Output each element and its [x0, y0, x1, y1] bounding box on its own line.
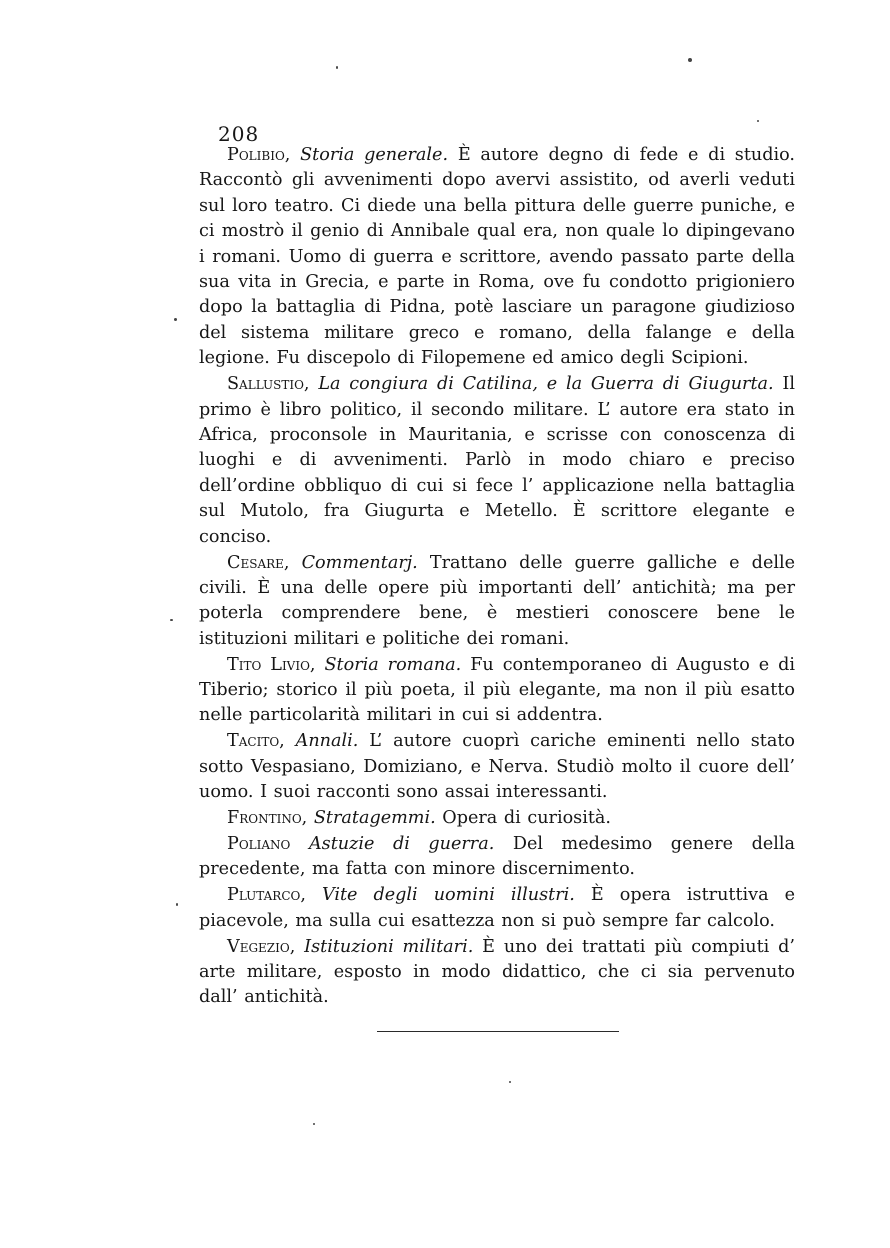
entry-description: Del medesimo genere della precedente, ma fatta con minore discernimento.: [199, 833, 796, 880]
paper-speck: [336, 66, 338, 69]
entry-vegezio: [199, 935, 795, 1011]
entry-polibio: [199, 143, 795, 372]
entry-work: Storia romana.: [324, 654, 462, 675]
entry-author: Frontino,: [227, 808, 308, 829]
entry-description: Il primo è libro politico, il secondo militare. L’ autore era stato in Africa, proconsole in Mauritania, e scrisse con conoscenza di luoghi e di avvenimenti. Parlò in modo chiaro e preciso dell’ordine obbliquo di cui si fece l’ applicazione nella battaglia sul Mutolo, fra Giugurta e Metello. È scrittore elegante e conciso.: [199, 374, 795, 547]
entry-work: La congiura di Catilina, e la Guerra di Giugurta.: [318, 374, 774, 395]
entry-description: È autore degno di fede e di studio. Raccontò gli avvenimenti dopo avervi assistito, od averli veduti sul loro teatro. Ci diede una bella pittura delle guerre puniche, e ci mostrò il genio di Annibale qual era, non quale lo dipingevano i romani. Uomo di guerra e scrittore, avendo passato parte della sua vita in Grecia, e parte in Roma, ove fu condotto prigioniero dopo la battaglia di Pidna, potè lasciare un paragone giudizioso del sistema militare greco e romano, della falange e della legione. Fu discepolo di Filopemene ed amico degli Scipioni.: [199, 145, 796, 369]
entry-description: Trattano delle guerre galliche e delle civili. È una delle opere più importanti dell’ antichità; ma per poterla comprendere bene, è mestieri conoscere bene le istituzioni militari e politiche dei romani.: [199, 552, 796, 649]
entry-description: È uno dei trattati più compiuti d’ arte militare, esposto in modo didattico, che ci sia pervenuto dall’ antichità.: [199, 936, 796, 1008]
entry-author: Tito Livio,: [227, 654, 316, 675]
entry-author: Poliano: [227, 833, 291, 854]
entry-plutarco: [199, 883, 795, 934]
paper-speck: [688, 58, 692, 62]
entry-description: L’ autore cuoprì cariche eminenti nello stato sotto Vespasiano, Domiziano, e Nerva. Studiò molto il cuore dell’ uomo. I suoi racconti sono assai interessanti.: [199, 731, 796, 803]
entry-work: Istituzioni militari.: [304, 936, 474, 957]
entry-sallustio: [199, 372, 795, 550]
closing-rule: [377, 1031, 619, 1032]
entry-poliano: [199, 832, 795, 883]
entry-work: Vite degli uomini illustri.: [321, 885, 575, 906]
entry-author: Plutarco,: [227, 885, 306, 906]
entry-description: È opera istruttiva e piacevole, ma sulla cui esattezza non si può sempre far calcolo.: [199, 885, 796, 931]
entry-author: Tacito,: [227, 731, 285, 752]
entry-frontino: [199, 806, 795, 831]
entry-author: Vegezio,: [227, 936, 296, 957]
entry-author: Polibio,: [227, 145, 291, 165]
entry-work: Storia generale.: [300, 145, 449, 165]
entry-work: Astuzie di guerra.: [308, 833, 495, 854]
entry-work: Annali.: [295, 731, 359, 752]
entry-work: Stratagemmi.: [313, 808, 436, 829]
paper-speck: [174, 318, 177, 321]
entry-description: Fu contemporaneo di Augusto e di Tiberio; storico il più poeta, il più elegante, ma non il più esatto nelle particolarità militari in cui si addentra.: [199, 654, 796, 726]
entry-author: Cesare,: [227, 552, 290, 573]
entry-tacito: [199, 729, 795, 805]
entry-author: Sallustio,: [227, 374, 310, 395]
paper-speck: [757, 120, 759, 122]
entry-work: Commentarj.: [301, 552, 418, 573]
paper-speck: [170, 619, 173, 621]
paper-speck: [313, 1123, 315, 1125]
page-number: 208: [218, 122, 260, 146]
entry-tito-livio: [199, 653, 795, 729]
entry-cesare: [199, 551, 795, 653]
paper-speck: [176, 903, 178, 906]
paper-speck: [509, 1081, 511, 1083]
bibliography-list: [199, 143, 795, 1011]
entry-description: Opera di curiosità.: [442, 808, 611, 829]
